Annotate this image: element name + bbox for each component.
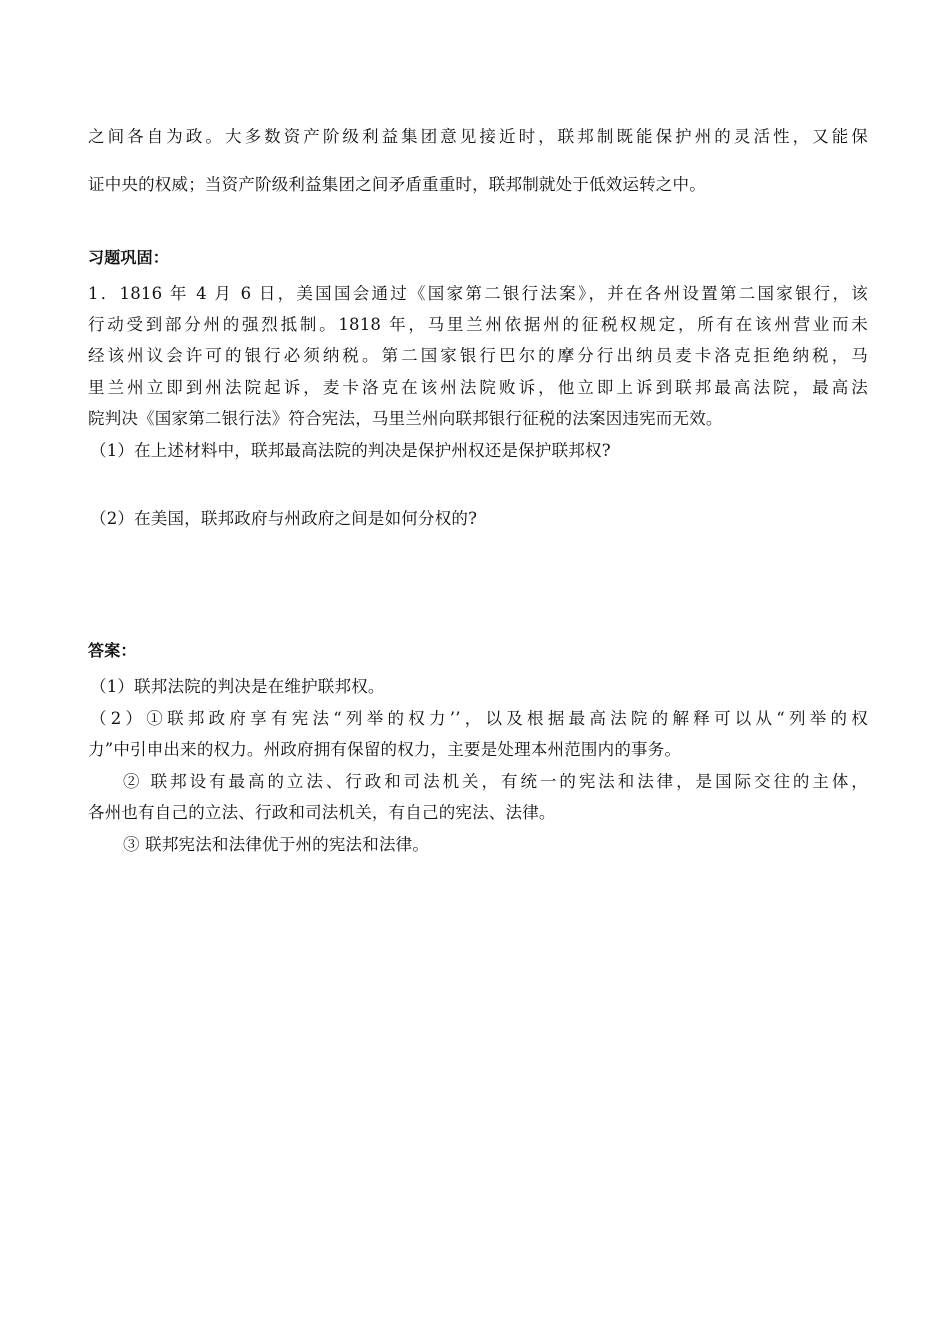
answer-heading: 答案： (88, 641, 137, 660)
answer-2-point-2-line-2: 各州也有自己的立法、行政和司法机关，有自己的宪法、法律。 (88, 803, 556, 822)
exercise-heading: 习题巩固： (88, 248, 170, 267)
sub-question-2: （2）在美国，联邦政府与州政府之间是如何分权的? (90, 509, 478, 528)
answer-1: （1）联邦法院的判决是在维护联邦权。 (90, 677, 385, 696)
question-1-line-3: 经该州议会许可的银行必须纳税。第二国家银行巴尔的摩分行出纳员麦卡洛克拒绝纳税，马 (88, 346, 868, 365)
question-1-line-4: 里兰州立即到州法院起诉，麦卡洛克在该州法院败诉，他立即上诉到联邦最高法院，最高法 (88, 378, 868, 397)
sub-question-1: （1）在上述材料中，联邦最高法院的判决是保护州权还是保护联邦权? (90, 441, 611, 460)
intro-line-2: 证中央的权威；当资产阶级利益集团之间矛盾重重时，联邦制就处于低效运转之中。 (88, 175, 706, 194)
answer-2-line-1: （2）①联邦政府享有宪法“列举的权力’’，以及根据最高法院的解释可以从“列举的权 (90, 709, 868, 728)
answer-2-point-2-line-1: ② 联邦设有最高的立法、行政和司法机关，有统一的宪法和法律，是国际交往的主体， (123, 772, 868, 791)
question-1-line-2: 行动受到部分州的强烈抵制。1818 年，马里兰州依据州的征税权规定，所有在该州营业而未 (88, 315, 868, 334)
question-1-line-5: 院判决《国家第二银行法》符合宪法，马里兰州向联邦银行征税的法案因违宪而无效。 (88, 409, 723, 428)
answer-2-point-3: ③ 联邦宪法和法律优于州的宪法和法律。 (123, 835, 430, 854)
question-1-line-1: 1．1816 年 4 月 6 日，美国国会通过《国家第二银行法案》，并在各州设置第二国家银行，该 (88, 284, 868, 303)
intro-line-1: 之间各自为政。大多数资产阶级利益集团意见接近时，联邦制既能保护州的灵活性，又能保 (88, 127, 868, 146)
answer-2-line-2: 力”中引申出来的权力。州政府拥有保留的权力，主要是处理本州范围内的事务。 (88, 740, 682, 759)
